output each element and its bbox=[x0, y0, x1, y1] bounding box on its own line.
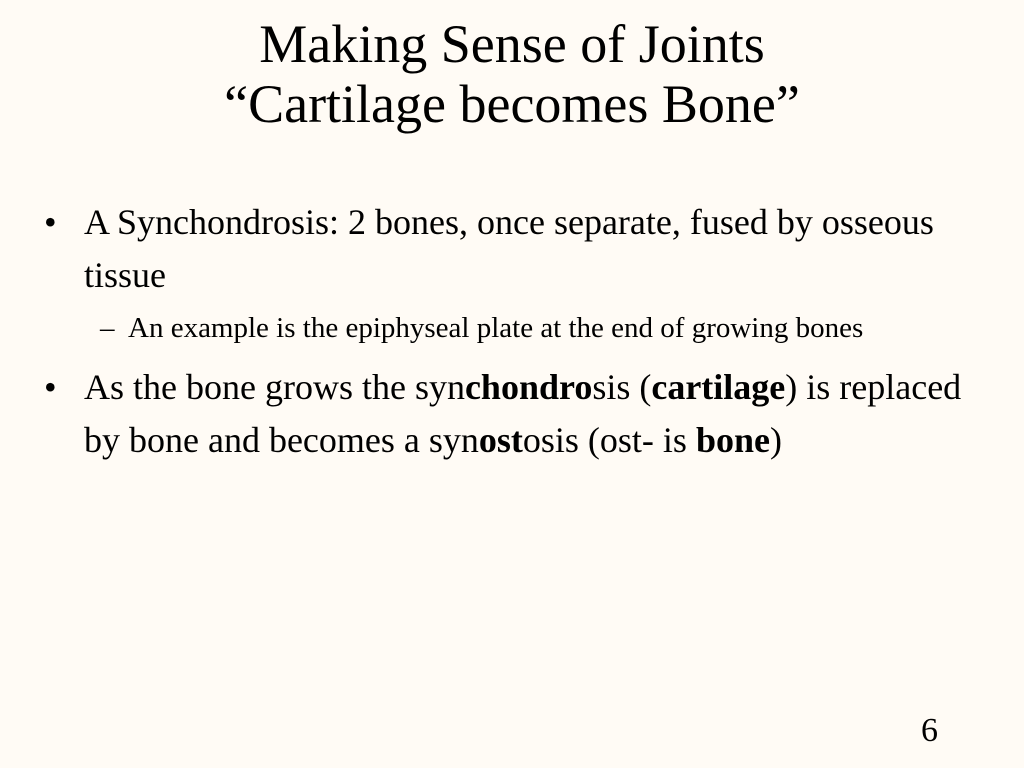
bullet-item-synchondrosis bbox=[44, 196, 1004, 302]
text-run: sis ( bbox=[592, 367, 652, 407]
sub-bullet-text: An example is the epiphyseal plate at the end of growing bones bbox=[128, 312, 864, 344]
bullet-item-bone-growth bbox=[44, 361, 1004, 467]
bullet-text: A Synchondrosis: 2 bones, once separate, fused by osseous tissue bbox=[84, 202, 934, 295]
title-line-1: Making Sense of Joints bbox=[259, 14, 765, 74]
text-run: As the bone grows the syn bbox=[84, 367, 465, 407]
text-run: osis (ost- is bbox=[522, 420, 696, 460]
bullet-text bbox=[84, 367, 961, 460]
slide-title bbox=[0, 14, 1024, 134]
bullet-list bbox=[44, 196, 1004, 467]
sub-bullet-marker: – bbox=[100, 312, 115, 344]
title-line-2: “Cartilage becomes Bone” bbox=[224, 74, 800, 134]
bullet-marker: • bbox=[44, 367, 57, 407]
text-run: ) is replaced by bone and becomes a syn bbox=[84, 367, 962, 460]
bold-term-ost: ost bbox=[478, 420, 523, 460]
bullet-marker: • bbox=[44, 202, 57, 242]
bold-term-chondro: chondro bbox=[464, 367, 593, 407]
bold-term-cartilage: cartilage bbox=[651, 367, 786, 407]
page-number: 6 bbox=[921, 712, 938, 749]
text-run: ) bbox=[769, 420, 782, 460]
sub-bullet-item-epiphyseal-plate bbox=[44, 306, 1004, 351]
bold-term-bone: bone bbox=[695, 420, 770, 460]
